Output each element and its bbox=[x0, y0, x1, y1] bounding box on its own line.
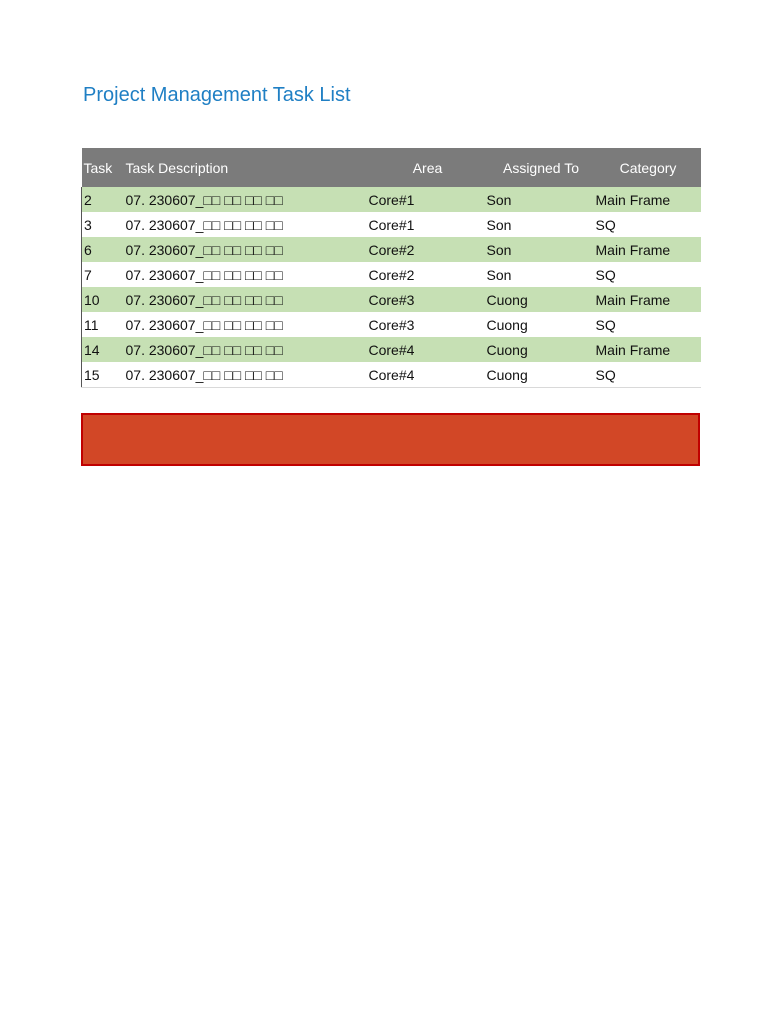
assigned-to-cell[interactable]: Cuong bbox=[487, 312, 596, 337]
task-cell[interactable]: 15 bbox=[82, 362, 124, 388]
area-cell[interactable]: Core#4 bbox=[367, 362, 487, 388]
category-cell[interactable]: SQ bbox=[596, 362, 701, 388]
task-description-cell[interactable]: 07. 230607_□□ □□ □□ □□ bbox=[124, 287, 367, 312]
task-description-cell[interactable]: 07. 230607_□□ □□ □□ □□ bbox=[124, 212, 367, 237]
area-cell[interactable]: Core#2 bbox=[367, 262, 487, 287]
header-row bbox=[82, 148, 701, 187]
header-area[interactable]: Area bbox=[367, 148, 487, 187]
task-description-cell[interactable]: 07. 230607_□□ □□ □□ □□ bbox=[124, 187, 367, 212]
area-cell[interactable]: Core#1 bbox=[367, 212, 487, 237]
area-cell[interactable]: Core#3 bbox=[367, 312, 487, 337]
header-task-description[interactable]: Task Description bbox=[124, 148, 367, 187]
assigned-to-cell[interactable]: Son bbox=[487, 212, 596, 237]
table-row[interactable] bbox=[82, 312, 701, 337]
category-cell[interactable]: SQ bbox=[596, 312, 701, 337]
task-description-cell[interactable]: 07. 230607_□□ □□ □□ □□ bbox=[124, 262, 367, 287]
task-cell[interactable]: 14 bbox=[82, 337, 124, 362]
category-cell[interactable]: Main Frame bbox=[596, 237, 701, 262]
task-description-cell[interactable]: 07. 230607_□□ □□ □□ □□ bbox=[124, 312, 367, 337]
category-cell[interactable]: Main Frame bbox=[596, 287, 701, 312]
assigned-to-cell[interactable]: Son bbox=[487, 262, 596, 287]
table-row[interactable] bbox=[82, 187, 701, 212]
task-description-cell[interactable]: 07. 230607_□□ □□ □□ □□ bbox=[124, 337, 367, 362]
assigned-to-cell[interactable]: Cuong bbox=[487, 287, 596, 312]
table-row[interactable] bbox=[82, 287, 701, 312]
task-description-cell[interactable]: 07. 230607_□□ □□ □□ □□ bbox=[124, 362, 367, 388]
header-task[interactable]: Task bbox=[82, 148, 124, 187]
assigned-to-cell[interactable]: Son bbox=[487, 187, 596, 212]
task-table bbox=[81, 148, 701, 388]
task-rows bbox=[82, 187, 701, 388]
page-title: Project Management Task List bbox=[83, 84, 351, 106]
area-cell[interactable]: Core#3 bbox=[367, 287, 487, 312]
category-cell[interactable]: Main Frame bbox=[596, 337, 701, 362]
assigned-to-cell[interactable]: Son bbox=[487, 237, 596, 262]
task-cell[interactable]: 7 bbox=[82, 262, 124, 287]
task-cell[interactable]: 11 bbox=[82, 312, 124, 337]
table-row[interactable] bbox=[82, 237, 701, 262]
table-row[interactable] bbox=[82, 362, 701, 388]
task-cell[interactable]: 3 bbox=[82, 212, 124, 237]
task-cell[interactable]: 2 bbox=[82, 187, 124, 212]
task-cell[interactable]: 6 bbox=[82, 237, 124, 262]
task-description-cell[interactable]: 07. 230607_□□ □□ □□ □□ bbox=[124, 237, 367, 262]
assigned-to-cell[interactable]: Cuong bbox=[487, 337, 596, 362]
table-row[interactable] bbox=[82, 212, 701, 237]
category-cell[interactable]: SQ bbox=[596, 212, 701, 237]
header-category[interactable]: Category bbox=[596, 148, 701, 187]
area-cell[interactable]: Core#1 bbox=[367, 187, 487, 212]
header-assigned-to[interactable]: Assigned To bbox=[487, 148, 596, 187]
assigned-to-cell[interactable]: Cuong bbox=[487, 362, 596, 388]
table-row[interactable] bbox=[82, 262, 701, 287]
table-row[interactable] bbox=[82, 337, 701, 362]
highlight-bar bbox=[81, 413, 700, 466]
area-cell[interactable]: Core#2 bbox=[367, 237, 487, 262]
task-cell[interactable]: 10 bbox=[82, 287, 124, 312]
category-cell[interactable]: Main Frame bbox=[596, 187, 701, 212]
category-cell[interactable]: SQ bbox=[596, 262, 701, 287]
area-cell[interactable]: Core#4 bbox=[367, 337, 487, 362]
